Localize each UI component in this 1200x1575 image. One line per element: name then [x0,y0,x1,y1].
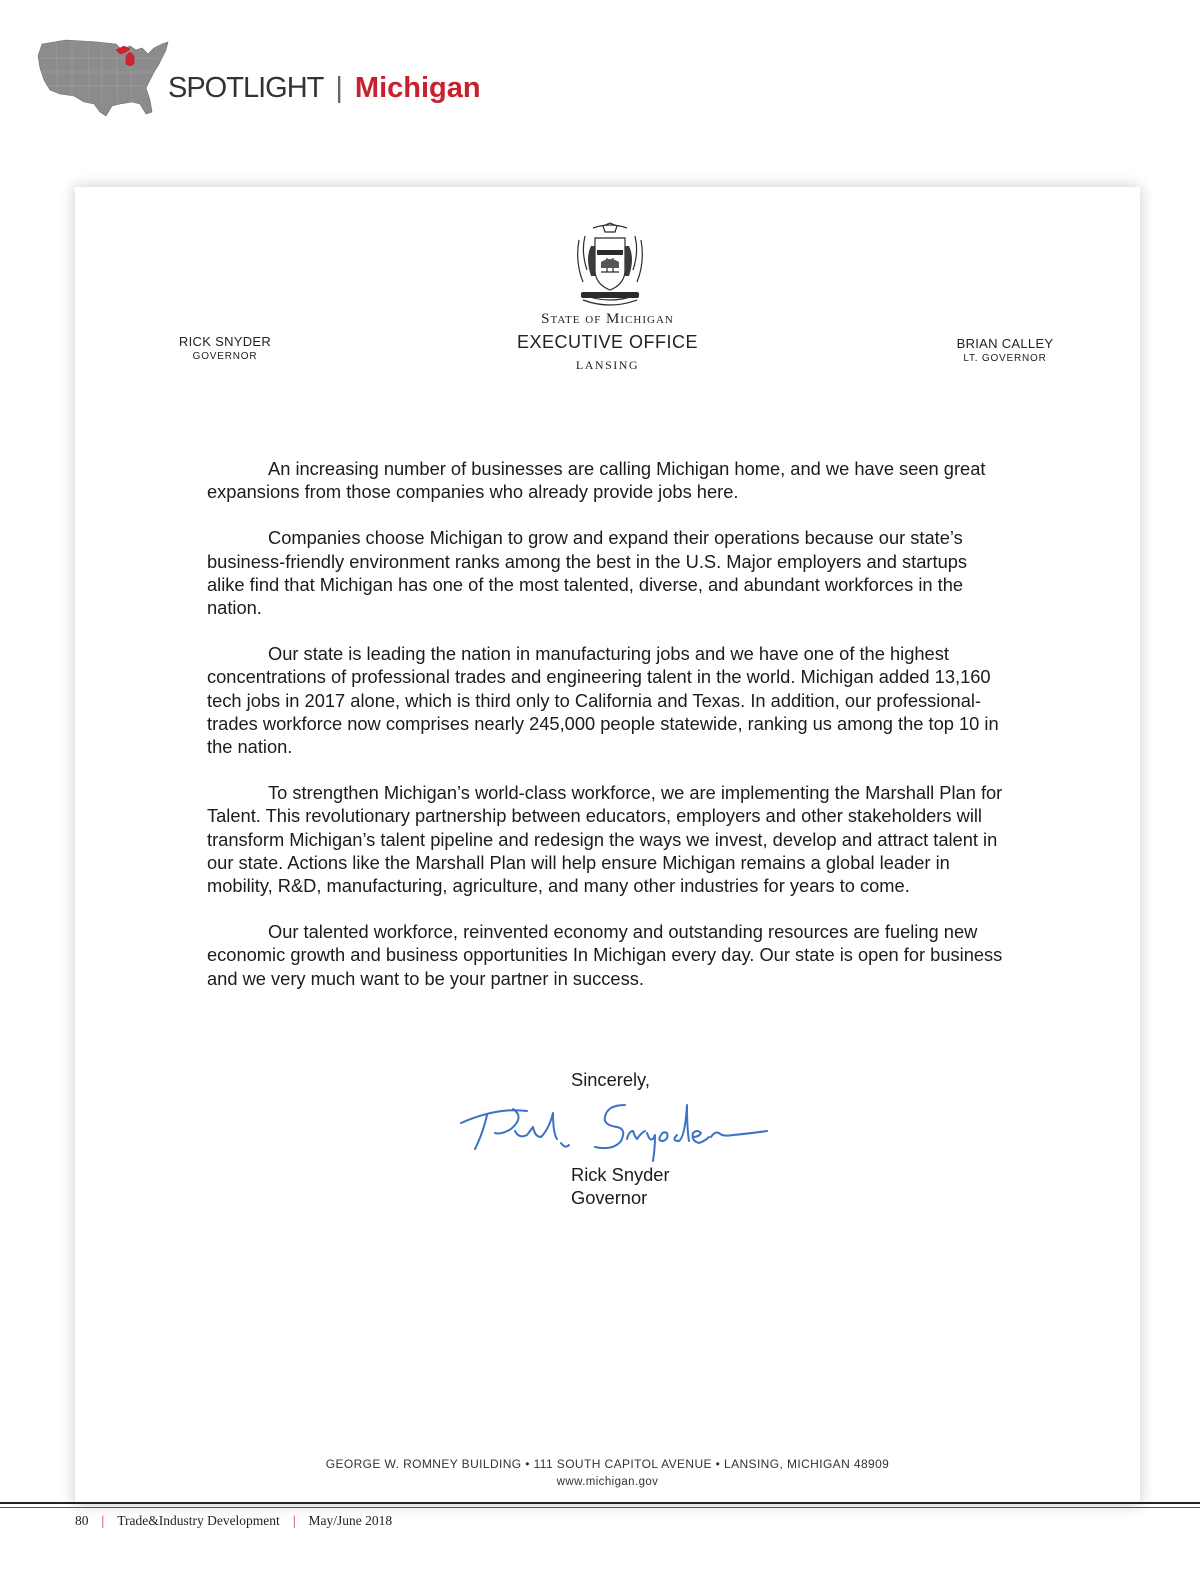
signer-title: Governor [571,1187,648,1208]
governor-title: GOVERNOR [192,351,258,362]
lt-governor-title: LT. GOVERNOR [963,353,1047,364]
lt-governor-name: BRIAN CALLEY [956,336,1054,351]
letterhead-website: www.michigan.gov [556,1476,659,1488]
letterhead-office: EXECUTIVE OFFICE [516,332,699,352]
michigan-state-seal-icon [571,222,649,308]
paragraph: Our state is leading the nation in manufacturing jobs and we have one of the highest concentrations of professional trades and engineering talent in the world. Michigan added 13,160 tech jobs in 2017 alone, which is third only to California and Texas. In addition, our professional-trades workforce now comprises nearly 245,000 people statewide, ranking us among the top 10 in the nation. [207,643,999,758]
us-map-icon [36,34,174,126]
footer-divider: | [292,1513,296,1528]
governor-block [155,334,295,362]
signer-name: Rick Snyder [571,1164,670,1185]
paragraph: Our talented workforce, reinvented economy and outstanding resources are fueling new economic growth and business opportunities In Michigan every day. Our state is open for business and we very much want to be your partner in success. [207,921,1003,989]
governor-name: RICK SNYDER [178,334,272,349]
publication-name: Trade&Industry Development [117,1513,280,1528]
page-footer [75,1513,392,1529]
signature-icon [457,1093,769,1163]
paragraph: To strengthen Michigan’s world-class workforce, we are implementing the Marshall Plan for Talent. This revolutionary partnership between educators, employers and other stakeholders will transform Michigan’s talent pipeline and redesign the ways we invest, develop and attract talent in our state. Actions like the Marshall Plan will help ensure Michigan remains a global leader in mobility, R&D, manufacturing, agriculture, and many other industries for years to come. [207,782,1003,897]
footer-rule-thin [0,1507,1200,1508]
letterhead-address: GEORGE W. ROMNEY BUILDING • 111 SOUTH CAPITOL AVENUE • LANSING, MICHIGAN 48909 [325,1457,890,1471]
letterhead-city: LANSING [575,358,640,372]
letter-body [207,457,1007,1013]
paragraph: Companies choose Michigan to grow and expand their operations because our state’s business-friendly environment ranks among the best in the U.S. Major employers and startups alike find that Michigan has one of the most talented, diverse, and abundant workforces in the nation. [207,527,968,619]
section-heading [168,70,481,106]
paragraph: An increasing number of businesses are calling Michigan home, and we have seen great expansions from those companies who already provide jobs here. [207,458,986,503]
letterhead-state: State of Michigan [541,311,674,327]
issue-date: May/June 2018 [308,1513,393,1528]
lt-governor-block [935,336,1075,364]
footer-rule [0,1502,1200,1504]
page-number: 80 [75,1513,89,1528]
closing: Sincerely, [571,1069,650,1090]
heading-divider: | [335,72,343,104]
state-name: Michigan [354,72,481,104]
governor-letter [75,187,1140,1504]
footer-divider: | [101,1513,105,1528]
section-label: SPOTLIGHT [168,72,324,104]
